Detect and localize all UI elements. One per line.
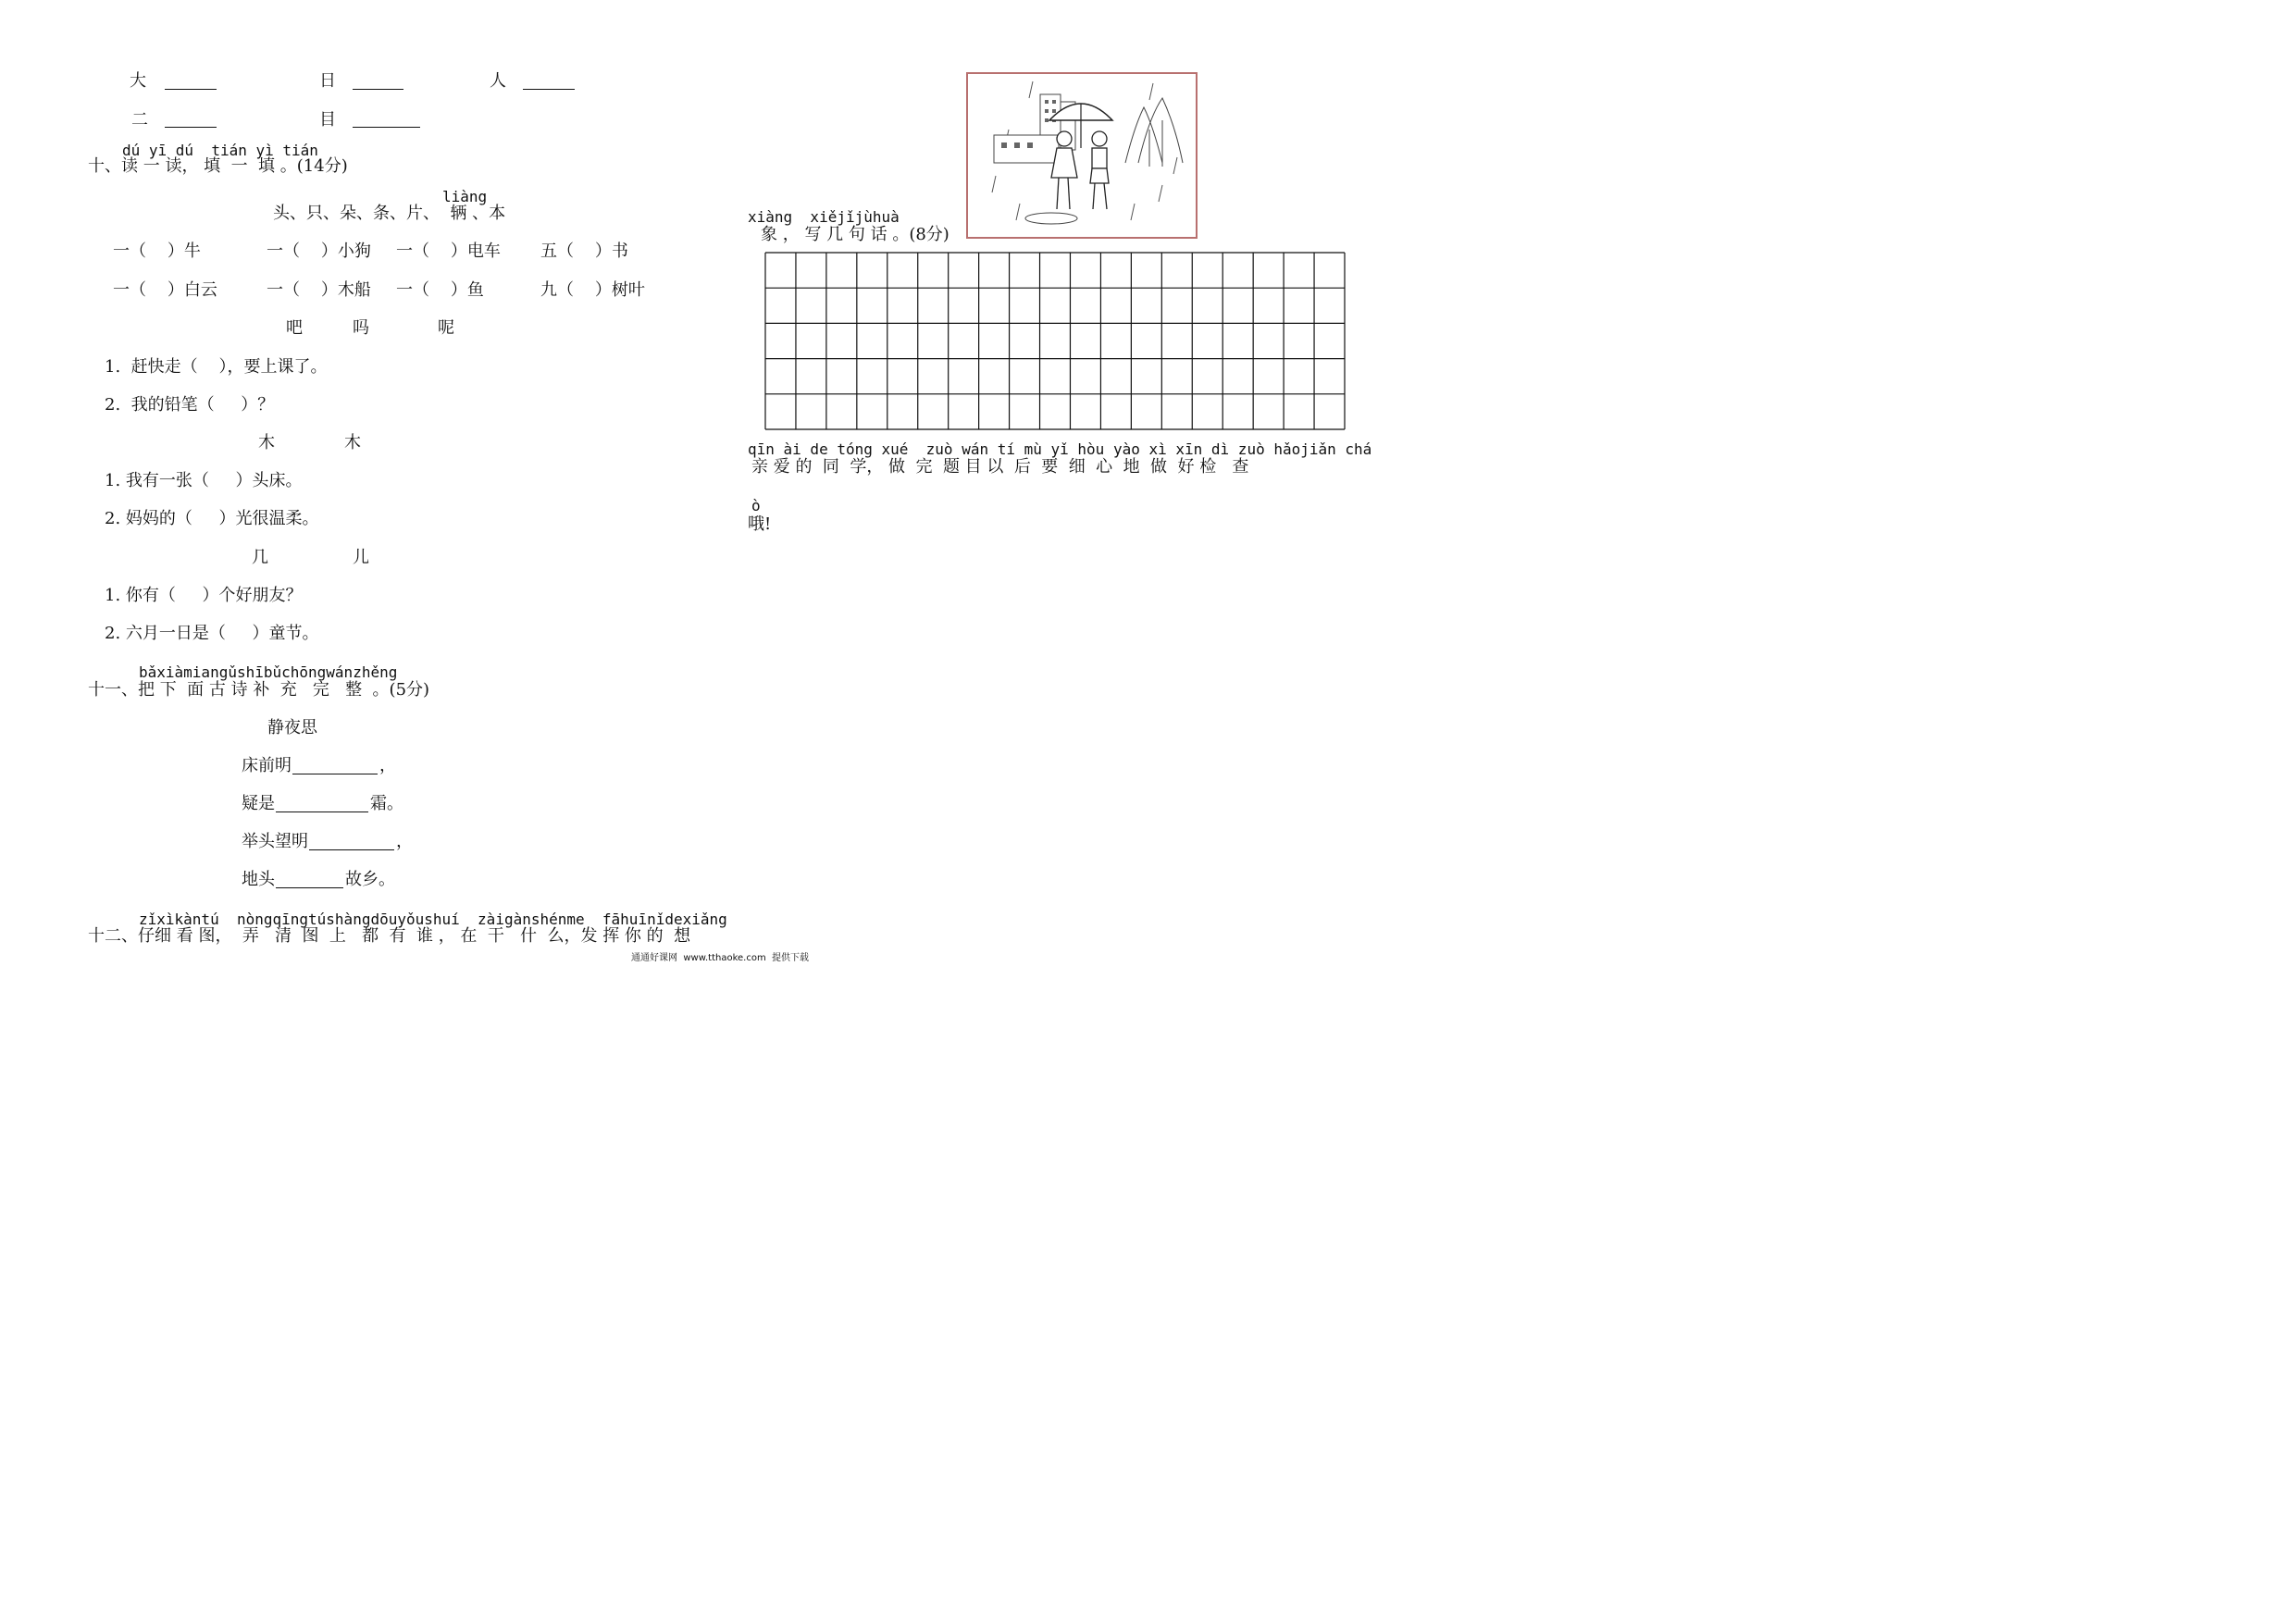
word-char: 目 [319,110,336,130]
answer-blank[interactable] [309,849,394,850]
fill-question[interactable]: 1. 赶快走（ ），要上课了。 [105,357,328,377]
homophone-option: 木 [258,433,275,452]
answer-blank[interactable] [353,127,420,128]
particle-option: 吧 [286,318,303,338]
particle-option: 吗 [353,318,369,338]
section-12-continued-pinyin: xiàng xiějǐjùhuà [748,208,900,226]
measure-word-pinyin: liàng [442,188,488,205]
word-char: 大 [130,71,146,91]
closing-pinyin-2: ò [751,497,761,514]
section-11-heading: 十一、把 下 面 古 诗 补 充 完 整 。(5分) [88,680,430,700]
measure-item[interactable]: 一（ ）木船 [267,280,371,300]
poem-line-end: 故乡。 [345,870,395,889]
measure-item[interactable]: 一（ ）白云 [113,280,217,300]
section-11-pinyin: bǎxiàmiangǔshībǔchōngwánzhěng [139,663,398,681]
section-10-pinyin: dú yī dú tián yì tián [122,142,318,159]
children-umbrella-rain-illustration [968,74,1196,237]
measure-item[interactable]: 一（ ）牛 [113,242,201,261]
word-char: 二 [131,110,148,130]
poem-line-start: 举头望明 [242,832,308,851]
answer-blank[interactable] [165,89,217,90]
fill-question[interactable]: 1. 我有一张（ ）头床。 [105,471,303,490]
section-10-heading: 十、读 一 读， 填 一 填 。(14分) [88,156,348,176]
closing-pinyin: qīn ài de tóng xué zuò wán tí mù yǐ hòu yào xì xīn dì zuò hǎojiǎn chá [748,440,1372,458]
homophone-option: 儿 [353,548,369,567]
writing-grid[interactable] [764,252,1346,430]
measure-item[interactable]: 九（ ）树叶 [540,280,645,300]
measure-item[interactable]: 一（ ）小狗 [267,242,371,261]
section-12-heading: 十二、仔细 看 图， 弄 清 图 上 都 有 谁 ， 在 干 什 么，发 挥 你 的 想 [88,926,691,946]
word-char: 日 [319,71,336,91]
measure-item[interactable]: 五（ ）书 [540,242,628,261]
closing-text-2: 哦! [748,514,772,534]
section-12-continued-text: 象 ， 写 几 句 话 。(8分) [761,225,949,244]
homophone-option: 木 [344,433,361,452]
poem-line-end: ， [379,756,396,775]
poem-title: 静夜思 [267,718,317,737]
poem-line-end: 霜。 [370,794,403,813]
poem-line-start: 地头 [242,870,275,889]
answer-blank[interactable] [165,127,217,128]
footer-source: 通通好课网 www.tthaoke.com 提供下载 [631,953,810,963]
poem-line-start: 疑是 [242,794,275,813]
illustration-frame [966,72,1198,239]
section-12-pinyin: zǐxìkàntú nòngqīngtúshàngdōuyǒushuí zàigànshénme fāhuīnǐdexiǎng [139,911,727,928]
particle-option: 呢 [438,318,454,338]
fill-question[interactable]: 2. 我的铅笔（ ）？ [105,395,275,415]
poem-line-start: 床前明 [242,756,292,775]
homophone-option: 几 [252,548,268,567]
closing-text: 亲 爱 的 同 学， 做 完 题 目 以 后 要 细 心 地 做 好 检 查 [751,457,1249,477]
fill-question[interactable]: 2. 六月一日是（ ）童节。 [105,624,319,643]
answer-blank[interactable] [353,89,403,90]
word-char: 人 [490,71,506,91]
measure-item[interactable]: 一（ ）鱼 [396,280,484,300]
answer-blank[interactable] [523,89,575,90]
measure-word-list: 头、只、朵、条、片、 辆 、本 [273,204,506,223]
fill-question[interactable]: 2. 妈妈的（ ）光很温柔。 [105,509,319,528]
answer-blank[interactable] [276,887,343,888]
fill-question[interactable]: 1. 你有（ ）个好朋友？ [105,586,303,605]
measure-item[interactable]: 一（ ）电车 [396,242,501,261]
poem-line-end: ， [396,832,413,851]
